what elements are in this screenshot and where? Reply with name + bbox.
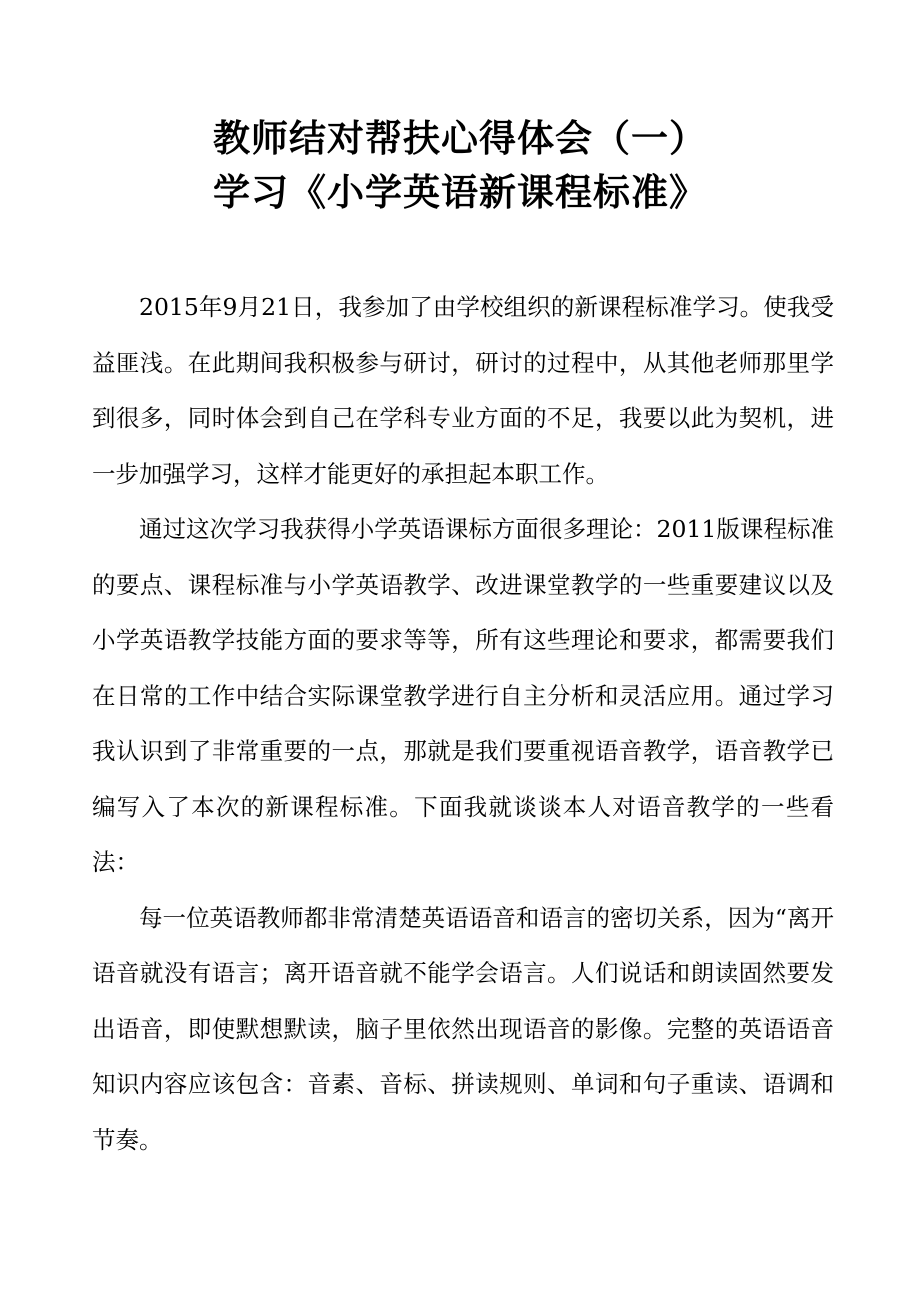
paragraph-3: 每一位英语教师都非常清楚英语语音和语言的密切关系，因为“离开语音就没有语言；离开语音就不能学会语言。人们说话和朗读固然要发出语音，即使默想默读，脑子里依然出现语音的影像。完整的英语语音知识内容应该包含：音素、音标、拼读规则、单词和句子重读、语调和节奏。: [92, 903, 834, 1154]
title-line-2: 学习《小学英语新课程标准》: [213, 171, 707, 214]
title-line-1: 教师结对帮扶心得体会（一）: [213, 117, 707, 160]
paragraph-1: 2015年9月21日，我参加了由学校组织的新课程标准学习。使我受益匪浅。在此期间我积极参与研讨，研讨的过程中，从其他老师那里学到很多，同时体会到自己在学科专业方面的不足，我要以此为契机，进一步加强学习，这样才能更好的承担起本职工作。: [92, 293, 834, 488]
document-body: [92, 280, 834, 1168]
document-title: [0, 112, 920, 220]
paragraph-2: 通过这次学习我获得小学英语课标方面很多理论：2011版课程标准的要点、课程标准与小学英语教学、改进课堂教学的一些重要建议以及小学英语教学技能方面的要求等等，所有这些理论和要求，都需要我们在日常的工作中结合实际课堂教学进行自主分析和灵活应用。通过学习我认识到了非常重要的一点，那就是我们要重视语音教学，语音教学已编写入了本次的新课程标准。下面我就谈谈本人对语音教学的一些看法：: [92, 515, 834, 876]
